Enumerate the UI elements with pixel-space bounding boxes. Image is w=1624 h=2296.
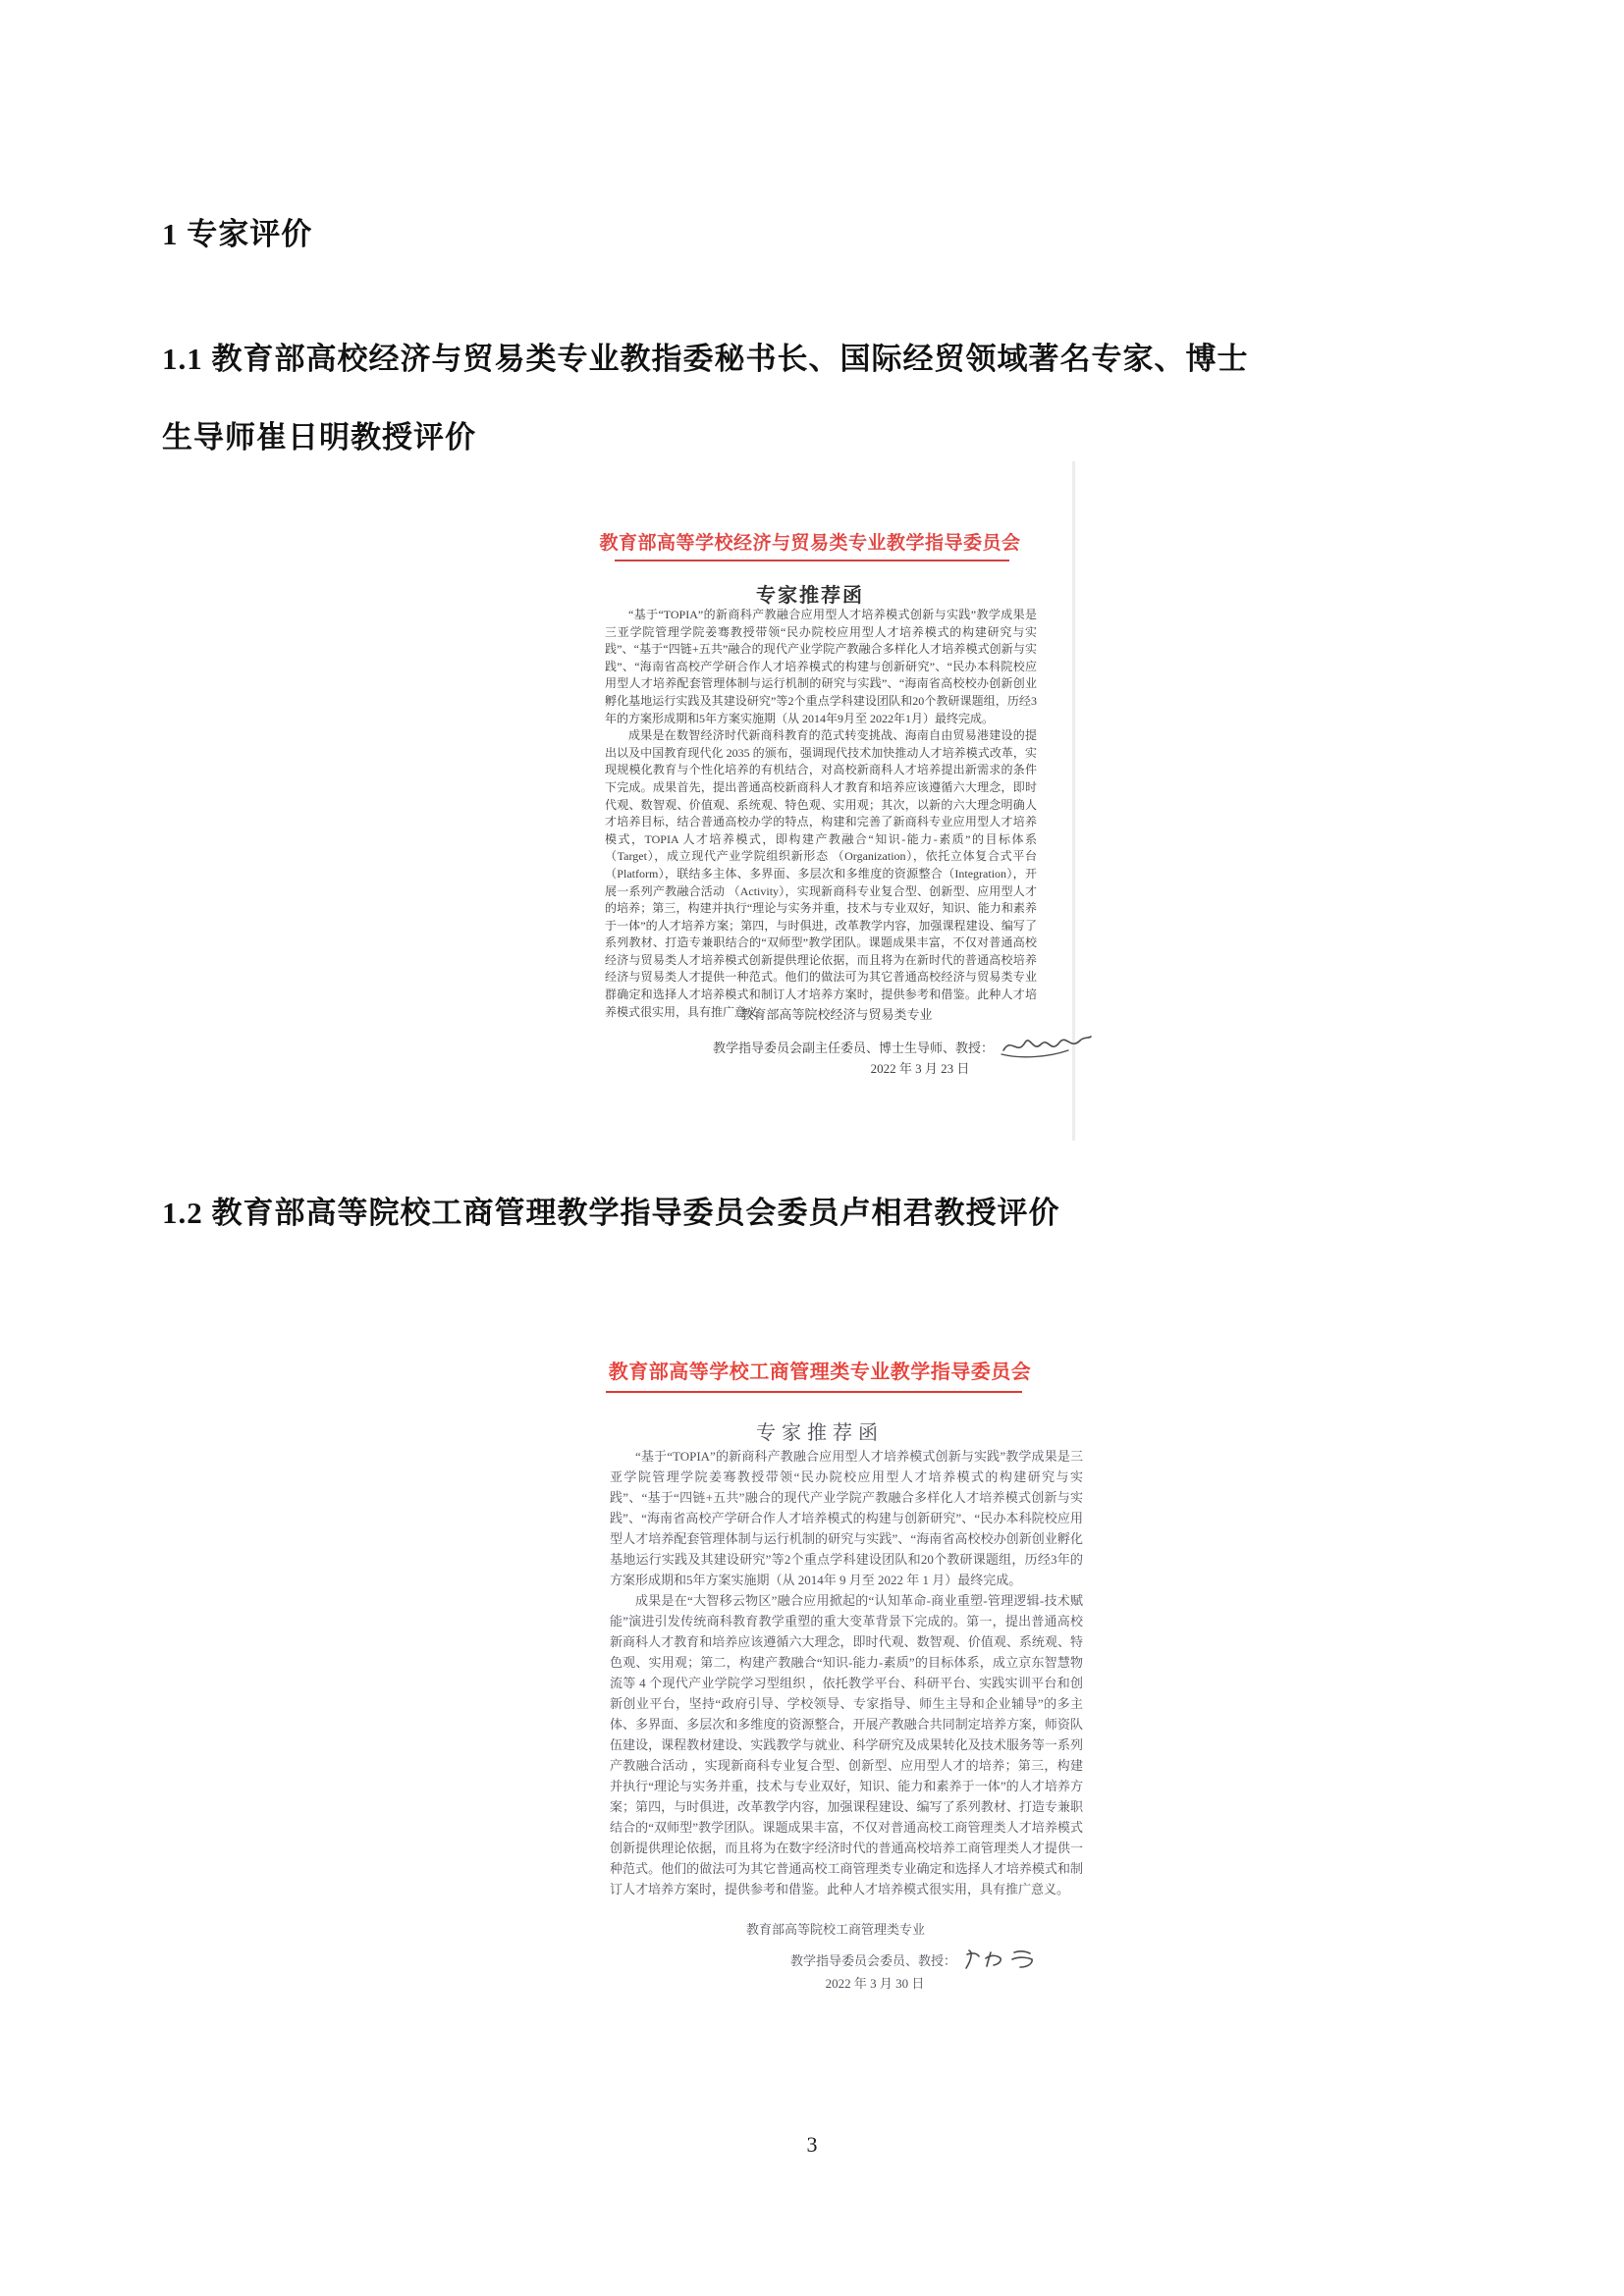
letter1-signature-date: 2022 年 3 月 23 日	[870, 1061, 970, 1076]
letter2-title: 专家推荐函	[756, 1422, 884, 1444]
letter2-paragraph-2: 成果是在“大智移云物区”融合应用掀起的“认知革命-商业重塑-管理逻辑-技术赋能”演进引发传统商科教育教学重塑的重大变革背景下完成的。第一，提出普通高校新商科人才教育和培养应该遵循六大理念，即时代观、数智观、价值观、系统观、特色观、实用观；第二，构建产教融合“知识-能力-素质”的目标体系，成立京东智慧物流等 4 个现代产业学院学习型组织 ，依托教学平台、科研平台、实践实训平台和创新创业平台，坚持“政府引导、学校领导、专家指导、师生主导和企业辅导”的多主体、多界面、多层次和多维度的资源整合，开展产教融合共同制定培养方案，师资队伍建设，课程教材建设、实践教学与就业、科学研究及成果转化及技术服务等一系列产教融合活动 ，实现新商科专业复合型、创新型、应用型人才的培养；第三，构建并执行“理论与实务并重，技术与专业双好，知识、能力和素养于一体”的人才培养方案；第四，与时俱进，改革教学内容，加强课程建设、编写了系列教材、打造专兼职结合的“双师型”教学团队。课题成果丰富，不仅对普通高校工商管理类人才培养模式创新提供理论依据，而且将为在数字经济时代的普通高校培养工商管理类人才提供一种范式。他们的做法可为其它普通高校工商管理类专业确定和选择人才培养模式和制订人才培养方案时，提供参考和借鉴。此种人才培养模式很实用，具有推广意义。	[610, 1593, 1083, 1896]
letter2-org-banner: 教育部高等学校工商管理类专业教学指导委员会	[608, 1362, 1032, 1383]
section-heading-1-1-line2: 生导师崔日明教授评价	[162, 420, 476, 454]
letter1-org-banner: 教育部高等学校经济与贸易类专业教学指导委员会	[599, 533, 1021, 554]
section-heading-1-2: 1.2 教育部高等院校工商管理教学指导委员会委员卢相君教授评价	[162, 1196, 1060, 1230]
letter-image-2	[545, 1330, 1095, 2022]
letter2-red-rule	[606, 1391, 1022, 1393]
section-heading-1-1-line1: 1.1 教育部高校经济与贸易类专业教指委秘书长、国际经贸领域著名专家、博士	[162, 342, 1249, 376]
section-heading-1-1	[162, 320, 1478, 477]
page-number: 3	[806, 2132, 818, 2157]
letter1-signature-org-line: 教育部高等院校经济与贸易类专业	[740, 1007, 933, 1022]
letter2-paragraph-1: “基于“TOPIA”的新商科产教融合应用型人才培养模式创新与实践”教学成果是三亚学院管理学院姜骞教授带领“民办院校应用型人才培养模式的构建研究与实践”、“基于“四链+五共”融合的现代产业学院产教融合多样化人才培养模式创新与实践”、“海南省高校产学研合作人才培养模式的构建与创新研究”、“民办本科院校应用型人才培养配套管理体制与运行机制的研究与实践”、“海南省高校校办创新创业孵化基地运行实践及其建设研究”等2个重点学科建设团队和20个教研课题组，历经3年的方案形成期和5年方案实施期（从 2014年 9 月至 2022 年 1 月）最终完成。	[610, 1449, 1083, 1587]
letter1-paragraph-1: “基于“TOPIA”的新商科产教融合应用型人才培养模式创新与实践”教学成果是三亚学院管理学院姜骞教授带领“民办院校应用型人才培养模式的构建研究与实践”、“基于“四链+五共”融合的现代产业学院产教融合多样化人才培养模式创新与实践”、“海南省高校产学研合作人才培养模式的构建与创新研究”、“民办本科院校应用型人才培养配套管理体制与运行机制的研究与实践”、“海南省高校校办创新创业孵化基地运行实践及其建设研究”等2个重点学科建设团队和20个教研课题组，历经3年的方案形成期和5年方案实施期（从 2014年9月至 2022年1月）最终完成。	[605, 608, 1037, 725]
letter1-body	[605, 607, 1037, 1021]
letter2-signature-date: 2022 年 3 月 30 日	[825, 1976, 925, 1991]
letter1-paragraph-2: 成果是在数智经济时代新商科教育的范式转变挑战、海南自由贸易港建设的提出以及中国教育现代化 2035 的颁布，强调现代技术加快推动人才培养模式改革，实现规模化教育与个性化培养的有机结合，对高校新商科人才培养提出新需求的条件下完成。成果首先，提出普通高校新商科人才教育和培养应该遵循六大理念，即时代观、数智观、价值观、系统观、特色观、实用观；其次，以新的六大理念明确人才培养目标，结合普通高校办学的特点，构建和完善了新商科专业应用型人才培养模式，TOPIA 人才培养模式，即构建产教融合“知识-能力-素质”的目标体系（Target），成立现代产业学院组织新形态 （Organization），依托立体复合式平台（Platform），联结多主体、多界面、多层次和多维度的资源整合（Integration），开展一系列产教融合活动 （Activity），实现新商科专业复合型、创新型、应用型人才的培养；第三，构建并执行“理论与实务并重，技术与专业双好，知识、能力和素养于一体”的人才培养方案；第四，与时俱进，改革教学内容，加强课程建设、编写了系列教材、打造专兼职结合的“双师型”教学团队。课题成果丰富，不仅对普通高校经济与贸易类人才培养模式创新提供理论依据，而且将为在新时代的普通高校培养经济与贸易类人才提供一种范式。他们的做法可为其它普通高校经济与贸易类专业群确定和选择人才培养模式和制订人才培养方案时，提供参考和借鉴。此种人才培养模式很实用，具有推广意义。	[605, 728, 1037, 1019]
letter2-body	[610, 1446, 1083, 1899]
chapter-heading: 1 专家评价	[162, 217, 313, 251]
letter2-signature-title-text: 教学指导委员会委员、教授：	[790, 1952, 957, 1968]
letter1-title: 专家推荐函	[756, 585, 864, 607]
letter2-signature-title-line	[790, 1945, 1038, 1974]
letter1-red-rule	[615, 560, 1009, 561]
letter1-signature-title-text: 教学指导委员会副主任委员、博士生导师、教授：	[713, 1040, 995, 1055]
letter2-signature-org-line: 教育部高等院校工商管理类专业	[745, 1922, 925, 1937]
signature-lu-xiangjun-icon	[961, 1945, 1038, 1974]
letter-image-1	[548, 461, 1075, 1141]
